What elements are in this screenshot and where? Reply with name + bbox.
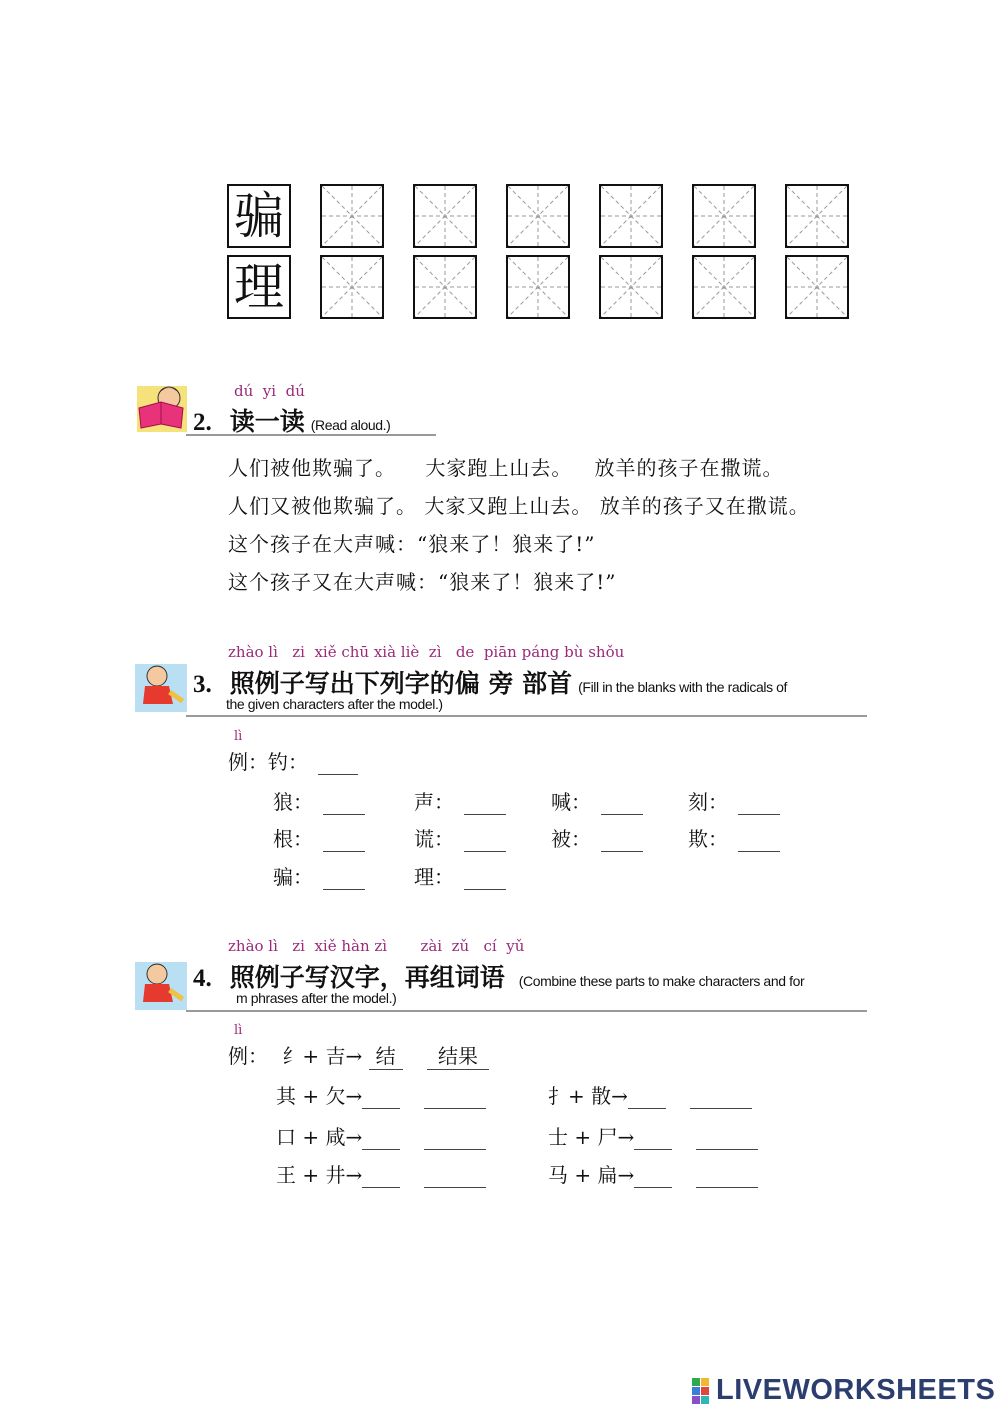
phrase-blank[interactable] <box>424 1088 486 1109</box>
cell-guide-lines <box>601 186 661 246</box>
phrase-blank[interactable] <box>696 1129 758 1150</box>
section-note-continued: m phrases after the model.) <box>236 990 397 1006</box>
example-label: 例：钓： <box>228 750 308 774</box>
item-char: 理： <box>414 865 454 889</box>
example-phrase: 结果 <box>427 1040 489 1070</box>
writing-grid-row-2 <box>227 255 852 319</box>
compose-item <box>276 1159 486 1188</box>
practice-cell[interactable] <box>320 255 384 319</box>
radical-blank[interactable] <box>601 831 643 852</box>
item-char: 刻： <box>688 790 728 814</box>
item-parts: 王 + 井→ <box>276 1163 363 1187</box>
item-char: 被： <box>551 827 591 851</box>
radical-item <box>414 861 506 890</box>
compose-item <box>548 1159 758 1188</box>
example-parts: 纟+ 吉→ <box>282 1044 363 1068</box>
radical-item <box>688 823 780 852</box>
character-blank[interactable] <box>362 1129 400 1150</box>
liveworksheets-logo-icon <box>692 1378 710 1404</box>
model-character-cell <box>227 255 291 319</box>
item-char: 声： <box>414 790 454 814</box>
reading-line: 这个孩子在大声喊：“狼来了！狼来了!” <box>228 532 596 556</box>
section-divider <box>186 1010 867 1012</box>
reading-line: 人们被他欺骗了。 大家跑上山去。 放羊的孩子在撒谎。 <box>228 456 784 480</box>
character-blank[interactable] <box>634 1129 672 1150</box>
radical-item <box>551 823 643 852</box>
section-2-pinyin: dú yi dú <box>234 382 305 400</box>
compose-example <box>228 1040 489 1070</box>
item-char: 狼： <box>273 790 313 814</box>
radical-example <box>228 746 358 775</box>
section-note: (Combine these parts to make characters and for <box>518 973 805 989</box>
example-character: 结 <box>369 1040 403 1070</box>
cell-guide-lines <box>322 257 382 317</box>
reading-kid-icon <box>133 380 189 434</box>
section-title-text: 读一读 <box>229 407 305 436</box>
cell-guide-lines <box>508 186 568 246</box>
character-blank[interactable] <box>362 1167 400 1188</box>
character-blank[interactable] <box>628 1088 666 1109</box>
item-char: 根： <box>273 827 313 851</box>
cell-guide-lines <box>322 186 382 246</box>
cell-guide-lines <box>508 257 568 317</box>
section-divider <box>186 715 867 717</box>
compose-item <box>548 1121 758 1150</box>
radical-item <box>273 861 365 890</box>
section-divider <box>186 434 436 436</box>
radical-blank[interactable] <box>464 794 506 815</box>
radical-item <box>688 786 780 815</box>
practice-cell[interactable] <box>692 255 756 319</box>
section-4-pinyin: zhào lì zi xiě hàn zì zài zǔ cí yǔ <box>228 937 525 955</box>
item-char: 喊： <box>551 790 591 814</box>
practice-cell[interactable] <box>506 184 570 248</box>
phrase-blank[interactable] <box>424 1167 486 1188</box>
example-pinyin: lì <box>234 1023 243 1038</box>
radical-item <box>414 786 506 815</box>
writing-grid-row-1 <box>227 184 852 248</box>
item-char: 欺： <box>688 827 728 851</box>
radical-item <box>273 786 365 815</box>
character-blank[interactable] <box>362 1088 400 1109</box>
model-character: 骗 <box>234 187 284 245</box>
compose-item <box>548 1080 752 1109</box>
kid-with-pencil-icon <box>133 660 189 714</box>
item-parts: 扌+ 散→ <box>548 1084 628 1108</box>
radical-blank[interactable] <box>323 869 365 890</box>
reading-line: 这个孩子又在大声喊：“狼来了！狼来了!” <box>228 570 617 594</box>
item-parts: 口 + 咸→ <box>276 1125 363 1149</box>
reading-line: 人们又被他欺骗了。 大家又跑上山去。 放羊的孩子又在撒谎。 <box>228 494 810 518</box>
section-number: 2. <box>193 409 212 436</box>
section-note: (Fill in the blanks with the radicals of <box>578 679 788 695</box>
cell-guide-lines <box>694 257 754 317</box>
section-3-pinyin: zhào lì zi xiě chū xià liè zì de piān páng bù shǒu <box>228 643 625 661</box>
cell-guide-lines <box>787 257 847 317</box>
practice-cell[interactable] <box>785 184 849 248</box>
cell-guide-lines <box>415 257 475 317</box>
section-title-text: 照例子写出下列字的偏 旁 部首 <box>229 669 573 698</box>
item-parts: 其 + 欠→ <box>276 1084 363 1108</box>
item-char: 谎： <box>414 827 454 851</box>
radical-blank[interactable] <box>323 794 365 815</box>
item-parts: 士 + 尸→ <box>548 1125 635 1149</box>
radical-blank[interactable] <box>464 831 506 852</box>
kid-with-pencil-icon <box>133 958 189 1012</box>
radical-item <box>414 823 506 852</box>
example-blank <box>318 754 358 775</box>
practice-cell[interactable] <box>320 184 384 248</box>
radical-blank[interactable] <box>323 831 365 852</box>
practice-cell[interactable] <box>506 255 570 319</box>
section-number: 3. <box>193 671 212 698</box>
model-character-cell <box>227 184 291 248</box>
section-title-text: 照例子写汉字，再组词语 <box>229 963 505 992</box>
phrase-blank[interactable] <box>424 1129 486 1150</box>
section-4-title <box>193 958 804 994</box>
example-pinyin: lì <box>234 729 243 744</box>
radical-blank[interactable] <box>738 831 780 852</box>
item-char: 骗： <box>273 865 313 889</box>
section-3-title <box>193 664 787 700</box>
section-note-continued: the given characters after the model.) <box>226 696 443 712</box>
practice-cell[interactable] <box>599 255 663 319</box>
cell-guide-lines <box>694 186 754 246</box>
practice-cell[interactable] <box>413 184 477 248</box>
practice-cell[interactable] <box>785 255 849 319</box>
practice-cell[interactable] <box>692 184 756 248</box>
radical-blank[interactable] <box>464 869 506 890</box>
item-parts: 马 + 扁→ <box>548 1163 635 1187</box>
practice-cell[interactable] <box>599 184 663 248</box>
section-number: 4. <box>193 965 212 992</box>
radical-blank[interactable] <box>738 794 780 815</box>
character-blank[interactable] <box>634 1167 672 1188</box>
radical-item <box>551 786 643 815</box>
section-2-title <box>193 402 390 438</box>
cell-guide-lines <box>787 186 847 246</box>
phrase-blank[interactable] <box>696 1167 758 1188</box>
section-note: (Read aloud.) <box>310 417 391 433</box>
phrase-blank[interactable] <box>690 1088 752 1109</box>
radical-item <box>273 823 365 852</box>
model-character: 理 <box>234 258 284 316</box>
liveworksheets-logo: LIVEWORKSHEETS <box>716 1374 996 1406</box>
practice-cell[interactable] <box>413 255 477 319</box>
compose-item <box>276 1080 486 1109</box>
cell-guide-lines <box>601 257 661 317</box>
compose-item <box>276 1121 486 1150</box>
radical-blank[interactable] <box>601 794 643 815</box>
cell-guide-lines <box>415 186 475 246</box>
example-label: 例： <box>228 1044 268 1068</box>
